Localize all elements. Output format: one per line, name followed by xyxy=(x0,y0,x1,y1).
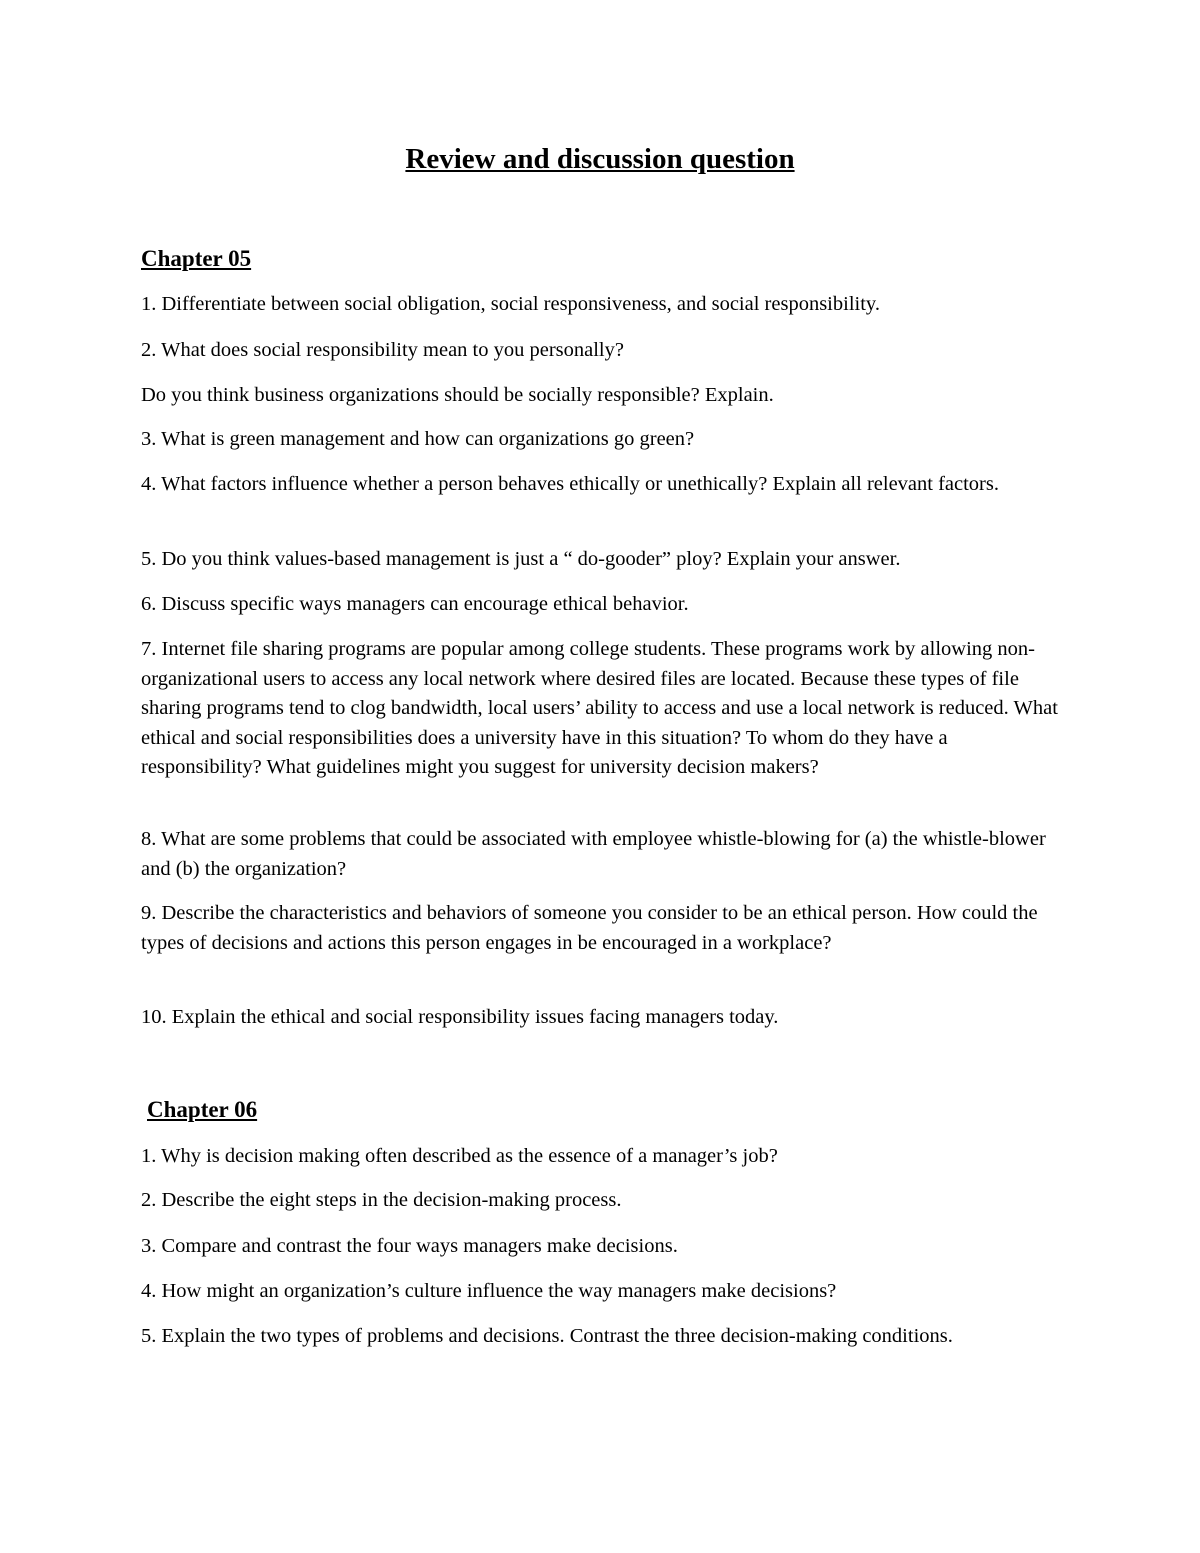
question-item: 3. Compare and contrast the four ways managers make decisions. xyxy=(141,1235,678,1257)
question-item: 1. Differentiate between social obligation, social responsiveness, and social responsibility. xyxy=(141,293,880,315)
question-item: 9. Describe the characteristics and behaviors of someone you consider to be an ethical person. How could the types of decisions and actions this person engages in be encouraged in a workplace? xyxy=(141,902,1038,954)
question-item: 2. What does social responsibility mean to you personally? xyxy=(141,339,624,361)
question-item: 10. Explain the ethical and social responsibility issues facing managers today. xyxy=(141,1006,779,1028)
chapter-heading-05: Chapter 05 xyxy=(141,246,252,271)
document-title: Review and discussion question xyxy=(405,143,795,175)
question-item: 4. How might an organization’s culture influence the way managers make decisions? xyxy=(141,1280,837,1302)
question-item: 5. Do you think values-based management is just a “ do-gooder” ploy? Explain your answer. xyxy=(141,548,901,570)
question-item: 7. Internet file sharing programs are popular among college students. These programs work by allowing non-organizational users to access any local network where desired files are located. Because these types of file sharing programs tend to clog bandwidth, local users’ ability to access and use a local network is reduced. What ethical and social responsibilities does a university have in this situation? To whom do they have a responsibility? What guidelines might you suggest for university decision makers? xyxy=(141,638,1058,778)
question-item: 2. Describe the eight steps in the decision-making process. xyxy=(141,1189,622,1211)
question-item: 8. What are some problems that could be associated with employee whistle-blowing for (a) the whistle-blower and (b) the organization? xyxy=(141,828,1046,880)
question-item: 4. What factors influence whether a person behaves ethically or unethically? Explain all relevant factors. xyxy=(141,473,999,495)
question-item: 1. Why is decision making often described as the essence of a manager’s job? xyxy=(141,1145,778,1167)
question-item: 6. Discuss specific ways managers can encourage ethical behavior. xyxy=(141,593,689,615)
question-item: 3. What is green management and how can organizations go green? xyxy=(141,428,695,450)
chapter-heading-06: Chapter 06 xyxy=(147,1097,258,1122)
question-item: 5. Explain the two types of problems and decisions. Contrast the three decision-making conditions. xyxy=(141,1325,953,1347)
question-item: Do you think business organizations should be socially responsible? Explain. xyxy=(141,384,774,406)
